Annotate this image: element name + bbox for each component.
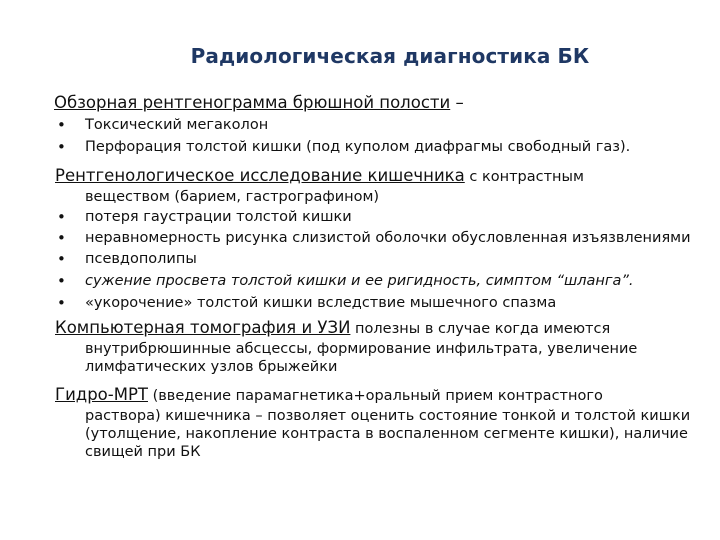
list-item: • Токсический мегаколон: [55, 116, 695, 135]
section-1-list: [55, 116, 695, 157]
section-1-heading: [54, 92, 695, 114]
section-4-heading-rest: (введение парамагнетика+оральный прием контрастного: [147, 388, 603, 404]
list-item: • псевдополипы: [55, 250, 695, 269]
slide-content: [55, 92, 695, 461]
section-3-heading-rest: полезны в случае когда имеются: [350, 321, 611, 337]
section-2-heading: [55, 165, 695, 188]
section-2-heading-rest: с контрастным: [464, 169, 584, 185]
list-item: • «укорочение» толстой кишки вследствие мышечного спазма: [55, 294, 695, 313]
section-2-list: [55, 208, 695, 313]
section-4-heading: [55, 384, 695, 407]
section-1-heading-text: Обзорная рентгенограмма брюшной полости: [54, 93, 451, 112]
list-item: • потеря гаустрации толстой кишки: [55, 208, 695, 227]
section-3-heading: [55, 317, 695, 340]
section-2-heading-text: Рентгенологическое исследование кишечника: [55, 166, 465, 185]
section-3-continuation: внутрибрюшинные абсцессы, формирование инфильтрата, увеличение лимфатических узлов брыжейки: [85, 341, 638, 375]
slide-title: Радиологическая диагностика БК: [190, 44, 590, 68]
section-1-dash: –: [450, 93, 464, 112]
section-4-heading-text: Гидро-МРТ: [55, 385, 148, 404]
list-item: • сужение просвета толстой кишки и ее ригидность, симптом “шланга”.: [55, 272, 695, 291]
list-item: • Перфорация толстой кишки (под куполом диафрагмы свободный газ).: [55, 138, 695, 157]
section-2-continuation: веществом (барием, гастрографином): [85, 189, 380, 205]
list-item: • неравномерность рисунка слизистой оболочки обусловленная изъязвлениями: [55, 230, 695, 247]
section-4-continuation: раствора) кишечника – позволяет оценить состояние тонкой и толстой кишки (утолщение, накопление контраста в воспаленном сегменте кишки), наличие свищей при БК: [85, 408, 691, 460]
section-3-heading-text: Компьютерная томография и УЗИ: [55, 318, 351, 337]
